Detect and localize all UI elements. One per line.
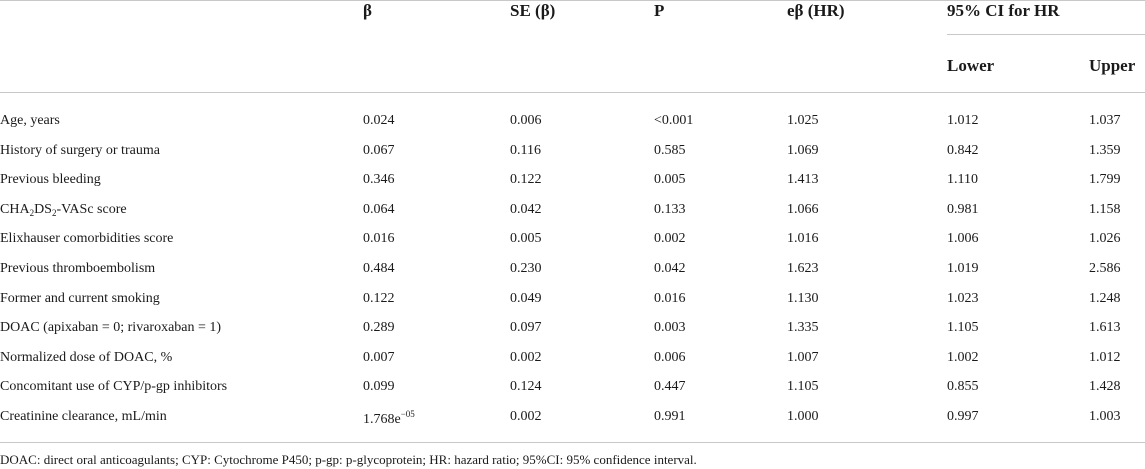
cell-beta: 0.067: [363, 143, 395, 158]
cell-upper: 1.248: [1089, 291, 1121, 306]
cell-beta: [363, 409, 415, 428]
cell-se: 0.124: [510, 379, 542, 394]
label-subscript: 2: [29, 208, 35, 218]
cell-se: 0.002: [510, 409, 542, 424]
cell-beta: 0.064: [363, 202, 395, 217]
cell-hr: 1.069: [787, 143, 819, 158]
beta-mantissa: 1.768e: [363, 412, 401, 427]
cell-se: 0.122: [510, 172, 542, 187]
cell-p: 0.002: [654, 231, 686, 246]
label-text: DS: [34, 202, 52, 217]
label-subscript: 2: [51, 208, 57, 218]
cell-se: 0.097: [510, 320, 542, 335]
cell-beta: 0.289: [363, 320, 395, 335]
cell-beta: 0.122: [363, 291, 395, 306]
cell-lower: 1.002: [947, 350, 979, 365]
cell-se: 0.116: [510, 143, 541, 158]
cell-upper: 1.003: [1089, 409, 1121, 424]
label-text: CHA: [0, 202, 30, 217]
header-bottom-rule: [0, 92, 1145, 93]
cell-hr: 1.025: [787, 113, 819, 128]
cell-hr: 1.623: [787, 261, 819, 276]
row-label: Elixhauser comorbidities score: [0, 231, 174, 246]
cell-beta: 0.024: [363, 113, 395, 128]
header-lower: Lower: [947, 56, 995, 75]
row-label: Previous bleeding: [0, 172, 101, 187]
cell-lower: 1.006: [947, 231, 979, 246]
cell-upper: 1.428: [1089, 379, 1121, 394]
cell-hr: 1.130: [787, 291, 819, 306]
cell-lower: 0.997: [947, 409, 979, 424]
cell-p: 0.005: [654, 172, 686, 187]
cell-se: 0.005: [510, 231, 542, 246]
label-text: -VASc score: [56, 202, 127, 217]
table-footnote: DOAC: direct oral anticoagulants; CYP: Cytochrome P450; p-gp: p-glycoprotein; HR: hazard ratio; 95%CI: 95% confidence interval.: [0, 452, 697, 467]
cell-p: 0.016: [654, 291, 686, 306]
cell-beta: 0.484: [363, 261, 395, 276]
cell-p: 0.447: [654, 379, 686, 394]
cell-se: 0.042: [510, 202, 542, 217]
cell-se: 0.049: [510, 291, 542, 306]
row-label: Concomitant use of CYP/p-gp inhibitors: [0, 379, 228, 394]
cell-hr: 1.007: [787, 350, 819, 365]
cell-hr: 1.000: [787, 409, 819, 424]
table-bottom-rule: [0, 442, 1145, 443]
cell-upper: 2.586: [1089, 261, 1121, 276]
ci-group-rule: [947, 34, 1145, 35]
header-p: P: [654, 1, 665, 20]
row-label: Age, years: [0, 113, 60, 128]
cell-se: 0.006: [510, 113, 542, 128]
cell-lower: 0.842: [947, 143, 979, 158]
cell-lower: 1.023: [947, 291, 979, 306]
cell-upper: 1.359: [1089, 143, 1121, 158]
cell-p: 0.133: [654, 202, 686, 217]
cell-upper: 1.613: [1089, 320, 1121, 335]
row-label: Previous thromboembolism: [0, 261, 156, 276]
row-label: Former and current smoking: [0, 291, 160, 306]
cell-p: <0.001: [654, 113, 694, 128]
cell-upper: 1.799: [1089, 172, 1121, 187]
cell-p: 0.585: [654, 143, 686, 158]
cell-beta: 0.346: [363, 172, 395, 187]
header-upper: Upper: [1089, 56, 1136, 75]
row-label: Normalized dose of DOAC, %: [0, 350, 173, 365]
cell-se: 0.230: [510, 261, 542, 276]
cell-upper: 1.026: [1089, 231, 1121, 246]
cell-se: 0.002: [510, 350, 542, 365]
cell-hr: 1.105: [787, 379, 819, 394]
row-label: DOAC (apixaban = 0; rivaroxaban = 1): [0, 320, 222, 335]
row-label: History of surgery or trauma: [0, 143, 160, 158]
header-ci: 95% CI for HR: [947, 1, 1060, 20]
cell-lower: 1.019: [947, 261, 979, 276]
cell-hr: 1.335: [787, 320, 819, 335]
cell-p: 0.003: [654, 320, 686, 335]
row-label: Creatinine clearance, mL/min: [0, 409, 167, 424]
cell-lower: 1.110: [947, 172, 978, 187]
cell-lower: 1.012: [947, 113, 979, 128]
cell-beta: 0.099: [363, 379, 395, 394]
header-hr: eβ (HR): [787, 1, 845, 20]
cell-beta: 0.007: [363, 350, 395, 365]
cell-p: 0.991: [654, 409, 686, 424]
header-se: SE (β): [510, 1, 556, 20]
header-beta: β: [363, 1, 372, 20]
row-label: [0, 202, 127, 218]
cell-upper: 1.012: [1089, 350, 1121, 365]
cell-beta: 0.016: [363, 231, 395, 246]
cell-hr: 1.016: [787, 231, 819, 246]
cell-lower: 0.981: [947, 202, 979, 217]
cell-upper: 1.158: [1089, 202, 1121, 217]
cell-p: 0.042: [654, 261, 686, 276]
cell-lower: 1.105: [947, 320, 979, 335]
cell-hr: 1.066: [787, 202, 819, 217]
cell-lower: 0.855: [947, 379, 979, 394]
cell-upper: 1.037: [1089, 113, 1121, 128]
cell-hr: 1.413: [787, 172, 819, 187]
cell-p: 0.006: [654, 350, 686, 365]
beta-exponent: −05: [400, 409, 415, 419]
